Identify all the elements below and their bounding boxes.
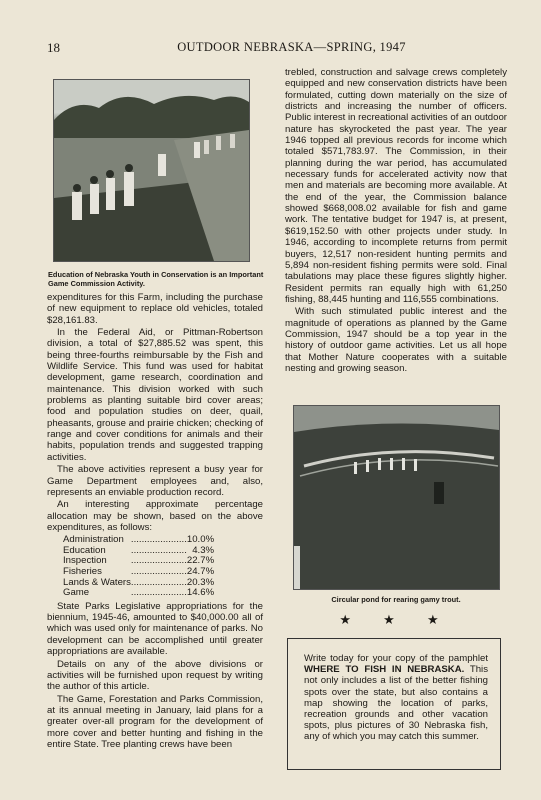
allocation-value: 4.3% bbox=[192, 544, 215, 556]
allocation-row: Administration ..................... 10.0% bbox=[63, 534, 215, 546]
paragraph: The above activities represent a busy year for Game Department employees and, also, represents an enviable production record. bbox=[47, 464, 263, 498]
paragraph: Details on any of the above divisions or activities will be furnished upon request by writing the author of this article. bbox=[47, 658, 263, 693]
allocation-row: Education ..................... 4.3% bbox=[63, 544, 215, 556]
paragraph: An interesting approximate percentage allocation may be shown, based on the above expenditures, as follows: bbox=[47, 499, 263, 533]
pamphlet-title: WHERE TO FISH IN NEBRASKA. bbox=[304, 664, 465, 676]
allocation-value: 10.0% bbox=[186, 534, 215, 546]
paragraph: The Game, Forestation and Parks Commission, at its annual meeting in January, laid plans for a greater over-all program for the development of more cover and better hunting and fishing in the entire State. Tree planting crews have been bbox=[47, 693, 263, 750]
pamphlet-promo-box bbox=[287, 638, 501, 770]
allocation-row: Fisheries ..................... 24.7% bbox=[63, 566, 215, 577]
running-header: OUTDOOR NEBRASKA—SPRING, 1947 bbox=[177, 40, 406, 54]
allocation-row: Game ..................... 14.6% bbox=[63, 587, 215, 599]
allocation-table bbox=[63, 535, 214, 599]
allocation-row: Lands & Waters ..................... 20.3% bbox=[63, 576, 215, 588]
promo-text: Write today for your copy of the pamphlet bbox=[304, 653, 488, 664]
allocation-row: Inspection ..................... 22.7% bbox=[63, 555, 215, 567]
trout-pond-photo bbox=[293, 405, 500, 590]
allocation-label: Fisheries bbox=[63, 566, 102, 577]
left-article-column bbox=[47, 292, 263, 751]
page-number: 18 bbox=[47, 40, 60, 55]
allocation-value: 22.7% bbox=[186, 555, 215, 567]
allocation-value: 24.7% bbox=[186, 566, 215, 577]
section-divider-stars: ★ ★ ★ bbox=[339, 613, 453, 628]
paragraph: trebled, construction and salvage crews completely equipped and new conservation districts have been formulated, cutting down materially on the size of districts and increasing the number of officers. Public interest in recreational activities of an outdoor nature has skyrocketed the past year. The year 1946 topped all previous records for income which totaled $571,783.97. The Commission, in their planning during the war period, has accumulated necessary funds for accelerated activity now that men and materials are becoming more available. At the end of the year, the Commission balance showed $668,008.02 available for fish and game work. The tentative budget for 1947 is, at present, $619,152.50 with other projects under study. In 1946, according to incomplete returns from permit buyers, 12,517 non-resident hunting permits and 5,894 non-resident fishing permits were sold. Final tabulations may place these figures slightly higher. Resident permits ran equally high with 61,250 fishing, 88,445 hunting and 116,555 combinations. bbox=[285, 67, 507, 305]
photo-caption-youth: Education of Nebraska Youth in Conservation is an Important Game Commission Activity. bbox=[48, 270, 264, 288]
allocation-value: 14.6% bbox=[186, 587, 215, 599]
allocation-value: 20.3% bbox=[186, 576, 215, 588]
allocation-label: Game bbox=[63, 587, 90, 599]
paragraph: In the Federal Aid, or Pittman-Robertson division, a total of $27,885.52 was spent, this being three-fourths reimbursable by the Fish and Wildlife Service. This fund was used for habitat development, game research, coordination and maintenance. This division worked with such problems as planting suitable bird cover areas; food and population studies on deer, quail, pheasants, grouse and prairie chicken; checking of range and cover conditions for animals and their habits, population trends and suggested trapping activities. bbox=[47, 327, 263, 463]
allocation-label: Lands & Waters bbox=[63, 576, 131, 588]
paragraph: State Parks Legislative appropriations for the biennium, 1945-46, amounted to $40,000.00 all of which was used only for maintenance of parks. No development can be accomplished until greater appropriations are available. bbox=[47, 600, 263, 658]
paragraph: With such stimulated public interest and the magnitude of operations as planned by the Game Commission, 1947 should be a top year in the history of outdoor game activities. Let us all hope that Mother Nature cooperates with a suitable nesting and growing season. bbox=[285, 306, 507, 374]
photo-caption-pond: Circular pond for rearing gamy trout. bbox=[331, 595, 461, 604]
promo-text: This not only includes a list of the better fishing spots over the state, but also contains a map showing the location of parks, recreation grounds and other vacation spots, plus pictures of 30 Nebraska fish, any of which you may catch this summer. bbox=[304, 664, 488, 743]
allocation-label: Administration bbox=[63, 534, 124, 546]
right-article-column bbox=[285, 67, 507, 375]
youth-fishing-photo bbox=[53, 79, 250, 262]
paragraph: expenditures for this Farm, including the purchase of new equipment to replace old vehicles, totaled $28,161.83. bbox=[47, 292, 263, 326]
allocation-label: Inspection bbox=[63, 555, 107, 567]
allocation-label: Education bbox=[63, 544, 106, 556]
